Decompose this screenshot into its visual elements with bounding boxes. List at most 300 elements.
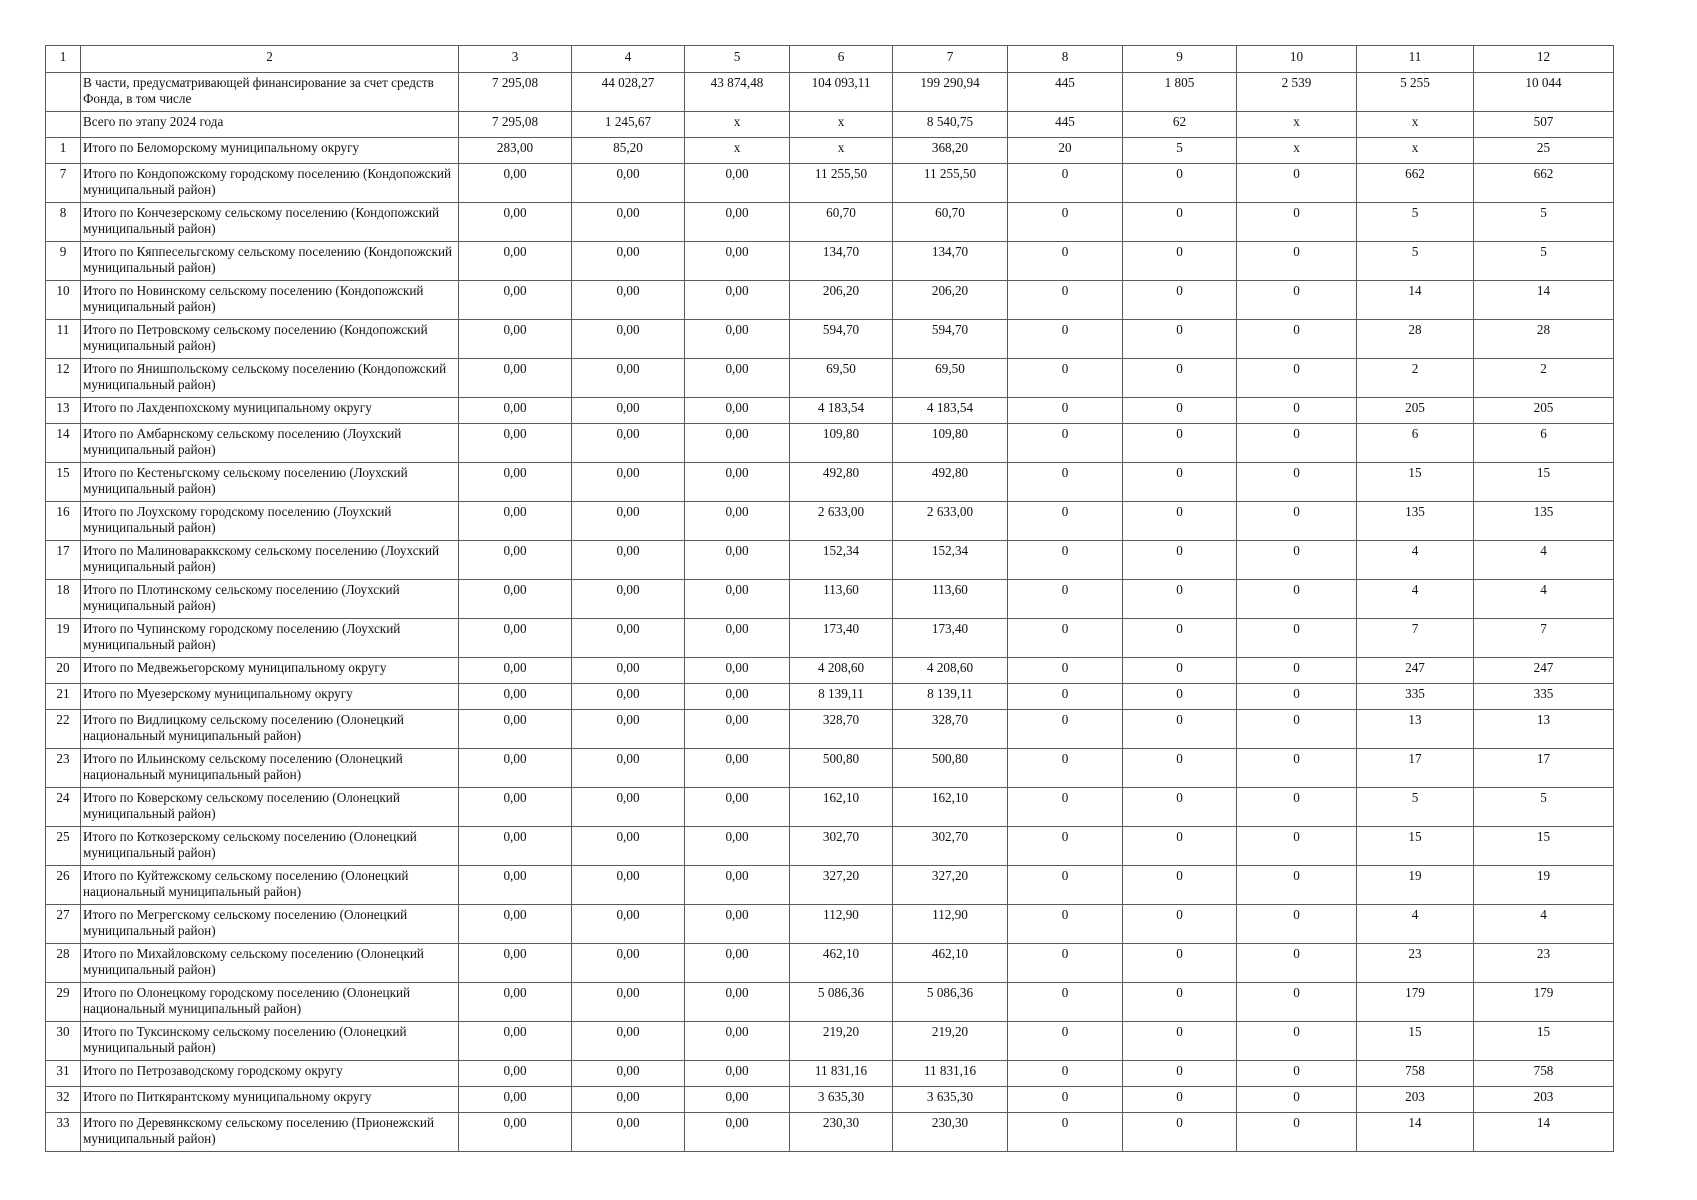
value-cell-col-7: 219,20 (893, 1022, 1008, 1061)
value-cell-col-3: 283,00 (459, 138, 572, 164)
value-cell-col-9: 0 (1123, 619, 1237, 658)
value-cell-col-3: 0,00 (459, 242, 572, 281)
value-cell-col-9: 0 (1123, 1022, 1237, 1061)
value-cell-col-6: х (790, 112, 893, 138)
value-cell-col-12: 758 (1474, 1061, 1614, 1087)
value-cell-col-11: 5 (1357, 242, 1474, 281)
value-cell-col-7: 162,10 (893, 788, 1008, 827)
value-cell-col-11: 247 (1357, 658, 1474, 684)
value-cell-col-12: 135 (1474, 502, 1614, 541)
value-cell-col-6: 230,30 (790, 1113, 893, 1152)
value-cell-col-10: 0 (1237, 463, 1357, 502)
value-cell-col-6: х (790, 138, 893, 164)
value-cell-col-7: 500,80 (893, 749, 1008, 788)
value-cell-col-4: 0,00 (572, 164, 685, 203)
value-cell-col-10: 0 (1237, 619, 1357, 658)
value-cell-col-3: 0,00 (459, 1061, 572, 1087)
row-name-cell: Итого по Ильинскому сельскому поселению (Олонецкий национальный муниципальный район) (81, 749, 459, 788)
row-number-cell: 13 (46, 398, 81, 424)
row-name-cell: Итого по Туксинскому сельскому поселению (Олонецкий муниципальный район) (81, 1022, 459, 1061)
value-cell-col-6: 492,80 (790, 463, 893, 502)
table-row (46, 619, 1614, 658)
value-cell-col-11: 7 (1357, 619, 1474, 658)
value-cell-col-6: 328,70 (790, 710, 893, 749)
value-cell-col-9: 0 (1123, 1087, 1237, 1113)
row-name-cell: Итого по Деревянкскому сельскому поселению (Прионежский муниципальный район) (81, 1113, 459, 1152)
value-cell-col-8: 0 (1008, 710, 1123, 749)
value-cell-col-7: 3 635,30 (893, 1087, 1008, 1113)
value-cell-col-3: 0,00 (459, 463, 572, 502)
row-name-cell: Итого по Беломорскому муниципальному округу (81, 138, 459, 164)
table-row (46, 73, 1614, 112)
value-cell-col-6: 162,10 (790, 788, 893, 827)
table-row (46, 320, 1614, 359)
value-cell-col-8: 0 (1008, 866, 1123, 905)
row-number-cell: 33 (46, 1113, 81, 1152)
value-cell-col-12: 5 (1474, 242, 1614, 281)
value-cell-col-12: 19 (1474, 866, 1614, 905)
value-cell-col-3: 0,00 (459, 320, 572, 359)
value-cell-col-8: 0 (1008, 827, 1123, 866)
value-cell-col-7: 5 086,36 (893, 983, 1008, 1022)
table-row (46, 112, 1614, 138)
value-cell-col-4: 0,00 (572, 1022, 685, 1061)
value-cell-col-10: 0 (1237, 983, 1357, 1022)
row-name-cell: Итого по Новинскому сельскому поселению (Кондопожский муниципальный район) (81, 281, 459, 320)
value-cell-col-3: 7 295,08 (459, 112, 572, 138)
row-number-cell: 22 (46, 710, 81, 749)
value-cell-col-10: 0 (1237, 827, 1357, 866)
table-row (46, 1061, 1614, 1087)
value-cell-col-11: 135 (1357, 502, 1474, 541)
value-cell-col-8: 0 (1008, 164, 1123, 203)
value-cell-col-10: 0 (1237, 1113, 1357, 1152)
value-cell-col-7: 69,50 (893, 359, 1008, 398)
row-name-cell: Итого по Петрозаводскому городскому округу (81, 1061, 459, 1087)
column-number-10: 10 (1237, 46, 1357, 73)
value-cell-col-8: 0 (1008, 788, 1123, 827)
row-number-cell (46, 112, 81, 138)
row-name-cell: Итого по Куйтежскому сельскому поселению (Олонецкий национальный муниципальный район) (81, 866, 459, 905)
row-name-cell: Итого по Кондопожскому городскому поселению (Кондопожский муниципальный район) (81, 164, 459, 203)
value-cell-col-4: 0,00 (572, 788, 685, 827)
value-cell-col-10: 0 (1237, 398, 1357, 424)
table-row (46, 242, 1614, 281)
value-cell-col-12: 4 (1474, 580, 1614, 619)
value-cell-col-9: 1 805 (1123, 73, 1237, 112)
value-cell-col-8: 0 (1008, 905, 1123, 944)
value-cell-col-4: 44 028,27 (572, 73, 685, 112)
value-cell-col-11: 4 (1357, 541, 1474, 580)
value-cell-col-11: х (1357, 138, 1474, 164)
value-cell-col-12: 335 (1474, 684, 1614, 710)
value-cell-col-6: 173,40 (790, 619, 893, 658)
value-cell-col-3: 0,00 (459, 905, 572, 944)
table-row (46, 359, 1614, 398)
value-cell-col-4: 0,00 (572, 502, 685, 541)
table-row (46, 1113, 1614, 1152)
table-row (46, 580, 1614, 619)
row-number-cell: 11 (46, 320, 81, 359)
value-cell-col-11: 662 (1357, 164, 1474, 203)
table-row (46, 203, 1614, 242)
value-cell-col-7: 109,80 (893, 424, 1008, 463)
table-row (46, 463, 1614, 502)
value-cell-col-9: 0 (1123, 710, 1237, 749)
value-cell-col-8: 0 (1008, 983, 1123, 1022)
value-cell-col-11: 6 (1357, 424, 1474, 463)
value-cell-col-10: 0 (1237, 788, 1357, 827)
value-cell-col-5: 0,00 (685, 359, 790, 398)
value-cell-col-4: 0,00 (572, 749, 685, 788)
value-cell-col-9: 0 (1123, 827, 1237, 866)
value-cell-col-6: 500,80 (790, 749, 893, 788)
value-cell-col-9: 0 (1123, 541, 1237, 580)
value-cell-col-12: 15 (1474, 1022, 1614, 1061)
value-cell-col-4: 0,00 (572, 580, 685, 619)
value-cell-col-9: 0 (1123, 1061, 1237, 1087)
value-cell-col-11: 15 (1357, 1022, 1474, 1061)
table-row (46, 424, 1614, 463)
row-number-cell: 25 (46, 827, 81, 866)
value-cell-col-12: 10 044 (1474, 73, 1614, 112)
value-cell-col-5: 0,00 (685, 866, 790, 905)
column-number-12: 12 (1474, 46, 1614, 73)
row-number-cell: 16 (46, 502, 81, 541)
value-cell-col-11: 23 (1357, 944, 1474, 983)
value-cell-col-7: 4 183,54 (893, 398, 1008, 424)
row-number-cell: 12 (46, 359, 81, 398)
value-cell-col-5: 0,00 (685, 281, 790, 320)
value-cell-col-4: 0,00 (572, 684, 685, 710)
value-cell-col-4: 0,00 (572, 658, 685, 684)
value-cell-col-12: 7 (1474, 619, 1614, 658)
value-cell-col-7: 2 633,00 (893, 502, 1008, 541)
value-cell-col-4: 0,00 (572, 827, 685, 866)
row-name-cell: Итого по Амбарнскому сельскому поселению (Лоухский муниципальный район) (81, 424, 459, 463)
value-cell-col-3: 0,00 (459, 1087, 572, 1113)
table-row (46, 1087, 1614, 1113)
value-cell-col-12: 179 (1474, 983, 1614, 1022)
value-cell-col-7: 492,80 (893, 463, 1008, 502)
column-number-6: 6 (790, 46, 893, 73)
value-cell-col-7: 302,70 (893, 827, 1008, 866)
value-cell-col-11: 14 (1357, 1113, 1474, 1152)
value-cell-col-4: 0,00 (572, 710, 685, 749)
column-number-11: 11 (1357, 46, 1474, 73)
value-cell-col-12: 203 (1474, 1087, 1614, 1113)
value-cell-col-9: 5 (1123, 138, 1237, 164)
value-cell-col-5: 0,00 (685, 463, 790, 502)
row-name-cell: Итого по Муезерскому муниципальному округу (81, 684, 459, 710)
value-cell-col-6: 134,70 (790, 242, 893, 281)
row-name-cell: Итого по Кяппесельгскому сельскому поселению (Кондопожский муниципальный район) (81, 242, 459, 281)
value-cell-col-7: 60,70 (893, 203, 1008, 242)
value-cell-col-9: 0 (1123, 242, 1237, 281)
row-number-cell: 31 (46, 1061, 81, 1087)
value-cell-col-9: 62 (1123, 112, 1237, 138)
value-cell-col-9: 0 (1123, 983, 1237, 1022)
value-cell-col-7: 173,40 (893, 619, 1008, 658)
value-cell-col-6: 60,70 (790, 203, 893, 242)
value-cell-col-5: 0,00 (685, 1061, 790, 1087)
row-number-cell: 15 (46, 463, 81, 502)
table-row (46, 749, 1614, 788)
value-cell-col-7: 4 208,60 (893, 658, 1008, 684)
column-number-header-row (46, 46, 1614, 73)
table-row (46, 788, 1614, 827)
value-cell-col-3: 0,00 (459, 359, 572, 398)
value-cell-col-8: 0 (1008, 320, 1123, 359)
value-cell-col-7: 327,20 (893, 866, 1008, 905)
value-cell-col-10: 0 (1237, 1087, 1357, 1113)
value-cell-col-11: 5 (1357, 788, 1474, 827)
value-cell-col-8: 0 (1008, 502, 1123, 541)
value-cell-col-4: 0,00 (572, 905, 685, 944)
value-cell-col-7: 112,90 (893, 905, 1008, 944)
row-number-cell: 19 (46, 619, 81, 658)
value-cell-col-4: 0,00 (572, 1087, 685, 1113)
row-number-cell: 10 (46, 281, 81, 320)
value-cell-col-9: 0 (1123, 580, 1237, 619)
value-cell-col-10: 0 (1237, 164, 1357, 203)
value-cell-col-9: 0 (1123, 684, 1237, 710)
value-cell-col-6: 104 093,11 (790, 73, 893, 112)
value-cell-col-9: 0 (1123, 398, 1237, 424)
value-cell-col-12: 2 (1474, 359, 1614, 398)
row-number-cell (46, 73, 81, 112)
row-name-cell: Итого по Мегрегскому сельскому поселению (Олонецкий муниципальный район) (81, 905, 459, 944)
row-number-cell: 9 (46, 242, 81, 281)
value-cell-col-10: 0 (1237, 1061, 1357, 1087)
value-cell-col-8: 0 (1008, 684, 1123, 710)
value-cell-col-5: 0,00 (685, 944, 790, 983)
row-number-cell: 18 (46, 580, 81, 619)
row-name-cell: Итого по Коткозерскому сельскому поселению (Олонецкий муниципальный район) (81, 827, 459, 866)
value-cell-col-6: 11 255,50 (790, 164, 893, 203)
value-cell-col-8: 0 (1008, 242, 1123, 281)
value-cell-col-12: 662 (1474, 164, 1614, 203)
value-cell-col-7: 199 290,94 (893, 73, 1008, 112)
row-number-cell: 26 (46, 866, 81, 905)
value-cell-col-12: 247 (1474, 658, 1614, 684)
value-cell-col-6: 2 633,00 (790, 502, 893, 541)
value-cell-col-8: 0 (1008, 749, 1123, 788)
value-cell-col-3: 0,00 (459, 580, 572, 619)
row-name-cell: Итого по Коверскому сельскому поселению (Олонецкий муниципальный район) (81, 788, 459, 827)
row-name-cell: Итого по Лахденпохскому муниципальному округу (81, 398, 459, 424)
value-cell-col-6: 8 139,11 (790, 684, 893, 710)
row-number-cell: 20 (46, 658, 81, 684)
value-cell-col-9: 0 (1123, 944, 1237, 983)
value-cell-col-8: 0 (1008, 463, 1123, 502)
value-cell-col-7: 8 139,11 (893, 684, 1008, 710)
value-cell-col-4: 0,00 (572, 1113, 685, 1152)
value-cell-col-11: 2 (1357, 359, 1474, 398)
value-cell-col-9: 0 (1123, 1113, 1237, 1152)
value-cell-col-12: 23 (1474, 944, 1614, 983)
value-cell-col-10: 0 (1237, 320, 1357, 359)
value-cell-col-3: 0,00 (459, 684, 572, 710)
value-cell-col-7: 462,10 (893, 944, 1008, 983)
row-name-cell: Итого по Янишпольскому сельскому поселению (Кондопожский муниципальный район) (81, 359, 459, 398)
value-cell-col-3: 0,00 (459, 710, 572, 749)
value-cell-col-9: 0 (1123, 463, 1237, 502)
row-number-cell: 27 (46, 905, 81, 944)
value-cell-col-5: 0,00 (685, 424, 790, 463)
row-number-cell: 14 (46, 424, 81, 463)
value-cell-col-10: 0 (1237, 203, 1357, 242)
row-name-cell: Итого по Медвежьегорскому муниципальному округу (81, 658, 459, 684)
value-cell-col-9: 0 (1123, 424, 1237, 463)
value-cell-col-4: 0,00 (572, 619, 685, 658)
value-cell-col-10: х (1237, 138, 1357, 164)
value-cell-col-3: 0,00 (459, 203, 572, 242)
value-cell-col-6: 462,10 (790, 944, 893, 983)
value-cell-col-11: 4 (1357, 580, 1474, 619)
value-cell-col-5: х (685, 138, 790, 164)
row-name-cell: Итого по Лоухскому городскому поселению (Лоухский муниципальный район) (81, 502, 459, 541)
value-cell-col-12: 507 (1474, 112, 1614, 138)
value-cell-col-11: 19 (1357, 866, 1474, 905)
row-number-cell: 29 (46, 983, 81, 1022)
value-cell-col-10: 0 (1237, 905, 1357, 944)
value-cell-col-5: 0,00 (685, 580, 790, 619)
column-number-7: 7 (893, 46, 1008, 73)
value-cell-col-12: 6 (1474, 424, 1614, 463)
value-cell-col-6: 5 086,36 (790, 983, 893, 1022)
value-cell-col-9: 0 (1123, 502, 1237, 541)
table-row (46, 983, 1614, 1022)
value-cell-col-3: 0,00 (459, 983, 572, 1022)
value-cell-col-5: 0,00 (685, 164, 790, 203)
value-cell-col-8: 20 (1008, 138, 1123, 164)
value-cell-col-10: 0 (1237, 944, 1357, 983)
value-cell-col-8: 0 (1008, 1022, 1123, 1061)
value-cell-col-10: 0 (1237, 359, 1357, 398)
column-number-1: 1 (46, 46, 81, 73)
table-row (46, 658, 1614, 684)
value-cell-col-8: 0 (1008, 359, 1123, 398)
value-cell-col-10: 0 (1237, 710, 1357, 749)
value-cell-col-7: 11 831,16 (893, 1061, 1008, 1087)
value-cell-col-4: 0,00 (572, 281, 685, 320)
value-cell-col-8: 0 (1008, 1061, 1123, 1087)
table-row (46, 398, 1614, 424)
value-cell-col-11: 15 (1357, 827, 1474, 866)
value-cell-col-8: 0 (1008, 424, 1123, 463)
value-cell-col-11: 203 (1357, 1087, 1474, 1113)
value-cell-col-3: 0,00 (459, 827, 572, 866)
value-cell-col-3: 0,00 (459, 749, 572, 788)
value-cell-col-5: 0,00 (685, 710, 790, 749)
row-name-cell: Итого по Питкярантскому муниципальному округу (81, 1087, 459, 1113)
value-cell-col-10: 0 (1237, 684, 1357, 710)
value-cell-col-8: 0 (1008, 658, 1123, 684)
value-cell-col-9: 0 (1123, 359, 1237, 398)
value-cell-col-5: 0,00 (685, 788, 790, 827)
value-cell-col-11: 179 (1357, 983, 1474, 1022)
document-page (45, 45, 1613, 1152)
table-row (46, 502, 1614, 541)
value-cell-col-3: 0,00 (459, 866, 572, 905)
row-name-cell: Итого по Кончезерскому сельскому поселению (Кондопожский муниципальный район) (81, 203, 459, 242)
value-cell-col-12: 25 (1474, 138, 1614, 164)
value-cell-col-10: 0 (1237, 1022, 1357, 1061)
value-cell-col-12: 17 (1474, 749, 1614, 788)
value-cell-col-8: 0 (1008, 541, 1123, 580)
table-row (46, 905, 1614, 944)
value-cell-col-5: 0,00 (685, 684, 790, 710)
value-cell-col-3: 0,00 (459, 424, 572, 463)
value-cell-col-7: 368,20 (893, 138, 1008, 164)
row-number-cell: 30 (46, 1022, 81, 1061)
value-cell-col-8: 0 (1008, 281, 1123, 320)
value-cell-col-5: 0,00 (685, 398, 790, 424)
value-cell-col-11: 15 (1357, 463, 1474, 502)
value-cell-col-4: 0,00 (572, 983, 685, 1022)
value-cell-col-3: 0,00 (459, 788, 572, 827)
value-cell-col-9: 0 (1123, 788, 1237, 827)
value-cell-col-6: 4 183,54 (790, 398, 893, 424)
value-cell-col-12: 14 (1474, 1113, 1614, 1152)
value-cell-col-9: 0 (1123, 320, 1237, 359)
value-cell-col-4: 85,20 (572, 138, 685, 164)
value-cell-col-4: 0,00 (572, 944, 685, 983)
row-name-cell: В части, предусматривающей финансирование за счет средств Фонда, в том числе (81, 73, 459, 112)
value-cell-col-5: 0,00 (685, 749, 790, 788)
table-row (46, 281, 1614, 320)
column-number-4: 4 (572, 46, 685, 73)
value-cell-col-9: 0 (1123, 905, 1237, 944)
value-cell-col-5: х (685, 112, 790, 138)
value-cell-col-6: 4 208,60 (790, 658, 893, 684)
value-cell-col-4: 0,00 (572, 359, 685, 398)
value-cell-col-4: 0,00 (572, 463, 685, 502)
value-cell-col-5: 0,00 (685, 983, 790, 1022)
value-cell-col-7: 230,30 (893, 1113, 1008, 1152)
value-cell-col-4: 0,00 (572, 320, 685, 359)
table-row (46, 164, 1614, 203)
value-cell-col-6: 112,90 (790, 905, 893, 944)
value-cell-col-8: 0 (1008, 398, 1123, 424)
value-cell-col-7: 594,70 (893, 320, 1008, 359)
value-cell-col-3: 0,00 (459, 658, 572, 684)
value-cell-col-11: 5 (1357, 203, 1474, 242)
row-number-cell: 21 (46, 684, 81, 710)
value-cell-col-12: 15 (1474, 463, 1614, 502)
value-cell-col-10: 0 (1237, 580, 1357, 619)
value-cell-col-4: 0,00 (572, 398, 685, 424)
value-cell-col-12: 14 (1474, 281, 1614, 320)
value-cell-col-11: 28 (1357, 320, 1474, 359)
value-cell-col-4: 0,00 (572, 541, 685, 580)
value-cell-col-10: 0 (1237, 242, 1357, 281)
value-cell-col-3: 0,00 (459, 1113, 572, 1152)
value-cell-col-7: 206,20 (893, 281, 1008, 320)
value-cell-col-9: 0 (1123, 658, 1237, 684)
row-number-cell: 23 (46, 749, 81, 788)
column-number-3: 3 (459, 46, 572, 73)
column-number-5: 5 (685, 46, 790, 73)
table-row (46, 684, 1614, 710)
table-body (46, 46, 1614, 1152)
value-cell-col-12: 15 (1474, 827, 1614, 866)
table-row (46, 710, 1614, 749)
value-cell-col-6: 302,70 (790, 827, 893, 866)
value-cell-col-6: 113,60 (790, 580, 893, 619)
value-cell-col-6: 152,34 (790, 541, 893, 580)
